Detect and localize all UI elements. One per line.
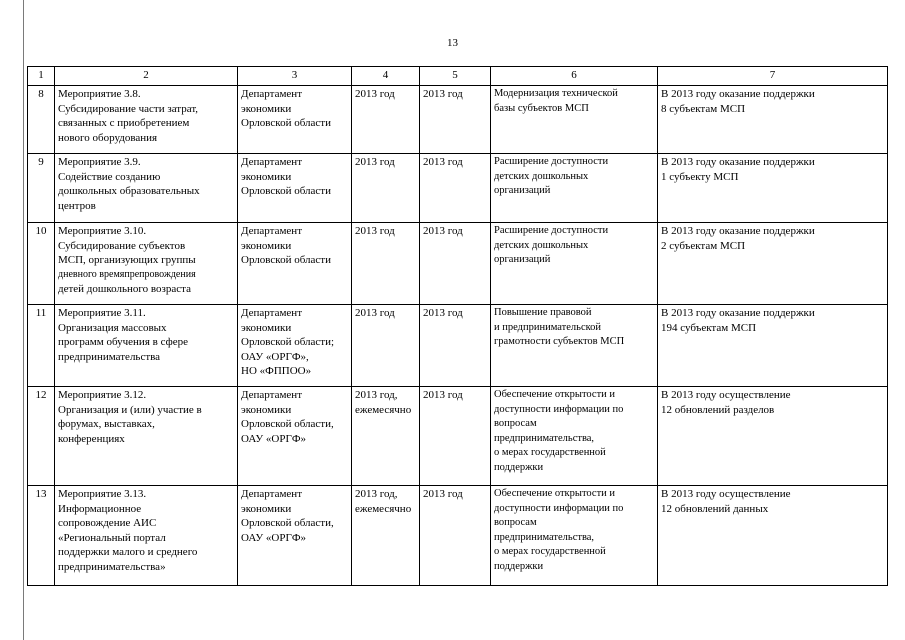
executor-line: экономики: [241, 321, 292, 334]
start-line: 2013 год: [355, 156, 395, 168]
measure-line: предпринимательства: [58, 350, 161, 363]
indicator-line: 12 обновлений данных: [661, 502, 769, 515]
measure-line: Информационное: [58, 502, 142, 515]
executor-line: Департамент: [241, 225, 303, 237]
column-header: 3: [238, 67, 352, 86]
executor-line: Орловской области,: [241, 418, 334, 430]
measure-line: дошкольных образовательных: [58, 185, 200, 197]
result-line: Обеспечение открытости и: [494, 389, 616, 400]
executor-line: Орловской области: [241, 117, 331, 129]
executor-line: Орловской области: [241, 254, 331, 266]
measure-cell: [55, 223, 238, 305]
executor-line: экономики: [241, 170, 292, 183]
measure-line: Субсидирование части затрат,: [58, 102, 199, 115]
indicator-cell: [658, 486, 888, 586]
end-cell: [420, 86, 491, 154]
page-number: 13: [447, 37, 458, 49]
indicator-line: В 2013 году оказание поддержки: [661, 88, 815, 100]
executor-cell: [238, 154, 352, 223]
executor-line: экономики: [241, 403, 292, 416]
executor-line: Департамент: [241, 389, 303, 401]
end-line: 2013 год: [423, 488, 463, 500]
result-line: доступности информации по: [494, 502, 624, 514]
start-line: ежемесячно: [355, 502, 412, 515]
result-cell: [491, 154, 658, 223]
executor-cell: [238, 486, 352, 586]
measures-table: [27, 66, 888, 586]
start-line: 2013 год,: [355, 488, 398, 500]
table-row: [28, 223, 888, 305]
result-line: организаций: [494, 254, 551, 265]
row-number: 8: [28, 86, 55, 154]
measure-line: Субсидирование субъектов: [58, 239, 186, 252]
row-number: 13: [28, 486, 55, 586]
table-row: [28, 86, 888, 154]
executor-cell: [238, 86, 352, 154]
result-line: предпринимательства,: [494, 432, 595, 444]
executor-line: экономики: [241, 502, 292, 515]
result-cell: [491, 305, 658, 387]
measure-line: форумах, выставках,: [58, 418, 155, 430]
column-header: 1: [28, 67, 55, 86]
measure-line: сопровождение АИС: [58, 517, 157, 529]
measure-line: предпринимательства»: [58, 560, 166, 573]
column-header: 5: [420, 67, 491, 86]
executor-line: ОАУ «ОРГФ»: [241, 531, 307, 544]
measure-cell: [55, 86, 238, 154]
measure-line: МСП, организующих группы: [58, 254, 196, 266]
result-line: и предпринимательской: [494, 321, 602, 333]
indicator-cell: [658, 86, 888, 154]
result-line: детских дошкольных: [494, 239, 589, 251]
measure-line: Организация массовых: [58, 321, 167, 334]
column-header: 4: [352, 67, 420, 86]
indicator-cell: [658, 305, 888, 387]
measure-cell: [55, 305, 238, 387]
executor-line: экономики: [241, 239, 292, 252]
measure-cell: [55, 387, 238, 486]
indicator-cell: [658, 154, 888, 223]
start-line: 2013 год: [355, 225, 395, 237]
start-cell: [352, 154, 420, 223]
measure-line: Мероприятие 3.12.: [58, 389, 147, 401]
result-cell: [491, 486, 658, 586]
result-line: вопросам: [494, 418, 537, 429]
end-line: 2013 год: [423, 307, 463, 319]
start-line: ежемесячно: [355, 403, 412, 416]
measure-line: связанных с приобретением: [58, 117, 190, 129]
indicator-line: В 2013 году оказание поддержки: [661, 307, 815, 319]
executor-line: Орловской области;: [241, 336, 335, 348]
measure-cell: [55, 486, 238, 586]
result-line: Модернизация технической: [494, 88, 618, 99]
end-cell: [420, 305, 491, 387]
result-line: о мерах государственной: [494, 447, 606, 458]
end-line: 2013 год: [423, 225, 463, 237]
executor-line: Департамент: [241, 88, 303, 100]
executor-cell: [238, 387, 352, 486]
end-cell: [420, 223, 491, 305]
executor-line: Орловской области: [241, 185, 331, 197]
result-line: детских дошкольных: [494, 170, 589, 182]
result-line: грамотности субъектов МСП: [494, 336, 625, 347]
start-cell: [352, 486, 420, 586]
measure-line: Содействие созданию: [58, 170, 161, 183]
result-line: вопросам: [494, 517, 537, 528]
result-line: Обеспечение открытости и: [494, 488, 616, 499]
measure-line: Мероприятие 3.9.: [58, 156, 141, 168]
measure-line: Мероприятие 3.10.: [58, 225, 147, 237]
row-number: 9: [28, 154, 55, 223]
measure-line: конференциях: [58, 432, 125, 445]
executor-line: Орловской области,: [241, 517, 334, 529]
measure-line: Мероприятие 3.11.: [58, 307, 146, 319]
result-line: Повышение правовой: [494, 307, 592, 318]
column-header: 7: [658, 67, 888, 86]
indicator-line: 1 субъекту МСП: [661, 170, 739, 183]
result-cell: [491, 387, 658, 486]
end-line: 2013 год: [423, 156, 463, 168]
executor-line: Департамент: [241, 156, 303, 168]
start-line: 2013 год,: [355, 389, 398, 401]
indicator-line: В 2013 году оказание поддержки: [661, 225, 815, 237]
measure-line: детей дошкольного возраста: [58, 283, 191, 295]
start-cell: [352, 387, 420, 486]
measure-line: Организация и (или) участие в: [58, 403, 202, 416]
table-row: [28, 486, 888, 586]
measure-line: нового оборудования: [58, 131, 158, 144]
start-cell: [352, 305, 420, 387]
row-number: 10: [28, 223, 55, 305]
result-line: поддержки: [494, 560, 544, 572]
row-number: 11: [28, 305, 55, 387]
column-header: 6: [491, 67, 658, 86]
executor-line: ОАУ «ОРГФ»: [241, 432, 307, 445]
measure-line: Мероприятие 3.13.: [58, 488, 147, 500]
executor-line: НО «ФППОО»: [241, 365, 312, 377]
table-row: [28, 305, 888, 387]
indicator-line: В 2013 году осуществление: [661, 488, 791, 500]
measure-line: центров: [58, 199, 96, 212]
measure-line: «Региональный портал: [58, 531, 166, 544]
executor-line: ОАУ «ОРГФ»,: [241, 350, 309, 363]
measure-cell: [55, 154, 238, 223]
indicator-line: В 2013 году оказание поддержки: [661, 156, 815, 168]
measure-line: Мероприятие 3.8.: [58, 88, 141, 100]
indicator-line: В 2013 году осуществление: [661, 389, 791, 401]
end-cell: [420, 154, 491, 223]
start-line: 2013 год: [355, 307, 395, 319]
measure-line: дневного времяпрепровождения: [58, 268, 196, 280]
result-line: Расширение доступности: [494, 225, 609, 236]
end-cell: [420, 486, 491, 586]
table-row: [28, 154, 888, 223]
result-line: предпринимательства,: [494, 531, 595, 543]
start-line: 2013 год: [355, 88, 395, 100]
table-header-row: [28, 67, 888, 86]
executor-line: Департамент: [241, 488, 303, 500]
indicator-cell: [658, 387, 888, 486]
measure-line: поддержки малого и среднего: [58, 546, 198, 558]
result-line: о мерах государственной: [494, 546, 606, 557]
row-number: 12: [28, 387, 55, 486]
result-cell: [491, 86, 658, 154]
result-line: поддержки: [494, 461, 544, 473]
result-line: доступности информации по: [494, 403, 624, 415]
result-line: Расширение доступности: [494, 156, 609, 167]
result-line: базы субъектов МСП: [494, 102, 589, 114]
indicator-line: 8 субъектам МСП: [661, 102, 746, 115]
executor-line: Департамент: [241, 307, 303, 319]
measure-line: программ обучения в сфере: [58, 336, 188, 348]
table-row: [28, 387, 888, 486]
indicator-line: 12 обновлений разделов: [661, 403, 775, 416]
end-cell: [420, 387, 491, 486]
start-cell: [352, 86, 420, 154]
executor-line: экономики: [241, 102, 292, 115]
left-margin-rule: [23, 0, 24, 640]
indicator-cell: [658, 223, 888, 305]
end-line: 2013 год: [423, 88, 463, 100]
result-line: организаций: [494, 185, 551, 196]
end-line: 2013 год: [423, 389, 463, 401]
result-cell: [491, 223, 658, 305]
executor-cell: [238, 305, 352, 387]
indicator-line: 194 субъектам МСП: [661, 321, 757, 334]
indicator-line: 2 субъектам МСП: [661, 239, 746, 252]
executor-cell: [238, 223, 352, 305]
start-cell: [352, 223, 420, 305]
column-header: 2: [55, 67, 238, 86]
